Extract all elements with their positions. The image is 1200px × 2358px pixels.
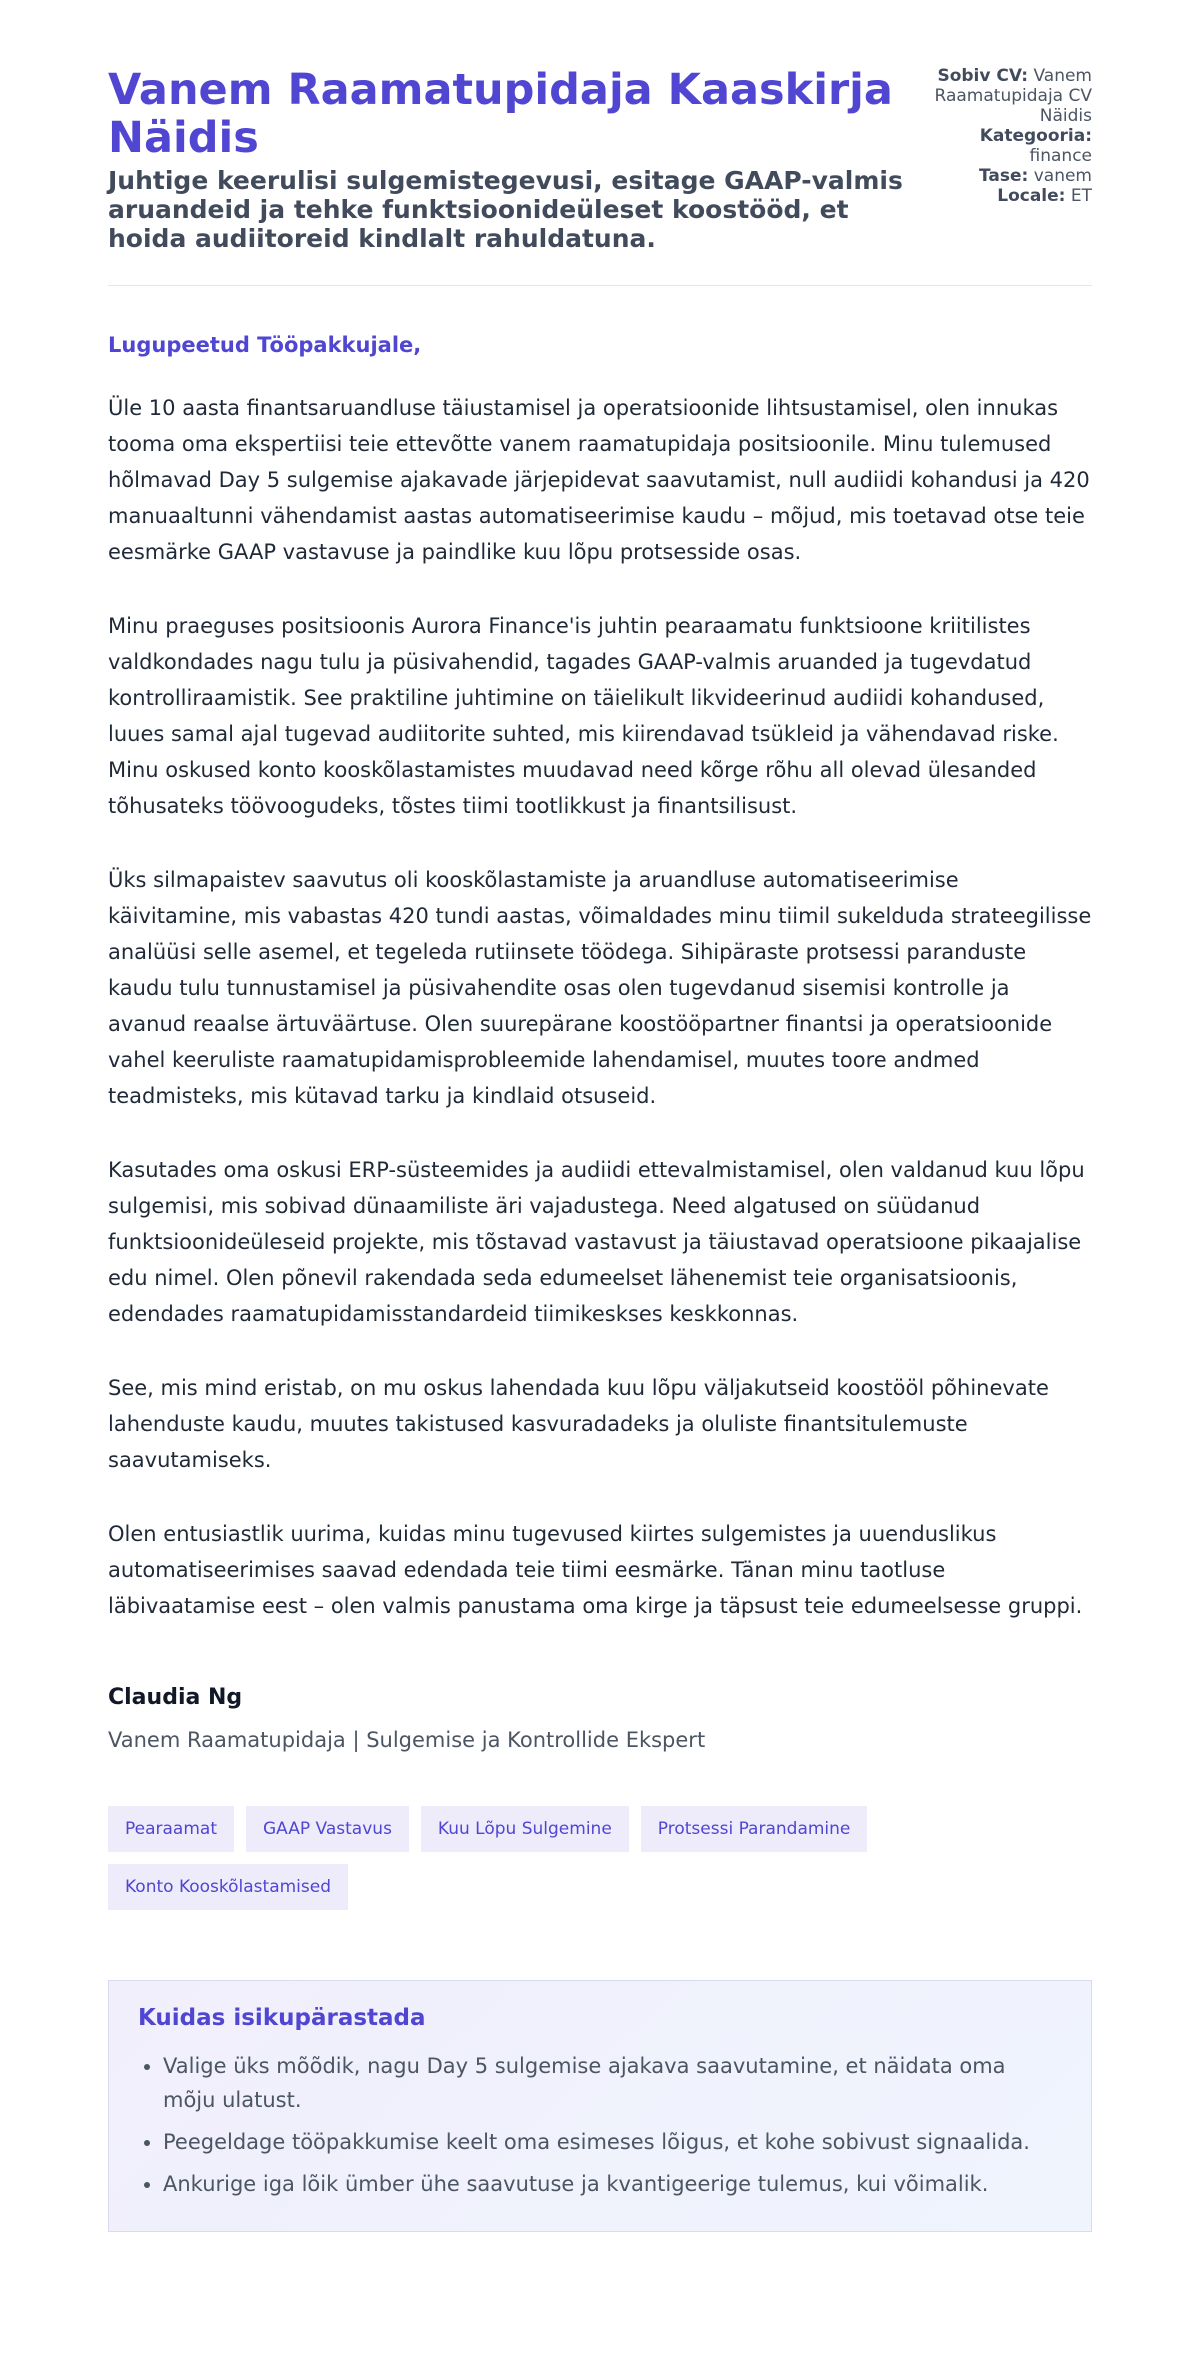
tip-item: • Ankurige iga lõik ümber ühe saavutuse ja kvantigeerige tulemus, kui võimalik.	[163, 2167, 1062, 2201]
meta-level-label: Tase:	[978, 166, 1029, 186]
meta-cv	[923, 66, 1092, 126]
signature-name: Claudia Ng	[108, 1685, 243, 1710]
meta-category-value: finance	[1029, 146, 1092, 166]
tips-title: Kuidas isikupärastada	[138, 2005, 426, 2031]
page-header	[108, 60, 1092, 286]
skill-tags	[108, 1806, 1008, 1910]
letter-body	[108, 286, 1092, 2232]
skill-tag: GAAP Vastavus	[246, 1806, 409, 1852]
skill-tag: Pearaamat	[108, 1806, 234, 1852]
header-title-block	[108, 60, 923, 253]
meta-category-label: Kategooria:	[979, 126, 1092, 146]
letter-greeting: Lugupeetud Tööpakkujale,	[108, 333, 422, 357]
letter-paragraph: Olen entusiastlik uurima, kuidas minu tugevused kiirtes sulgemistes ja uuenduslikus automatiseerimises saavad edendada teie tiimi eesmärke. Tänan minu taotluse läbivaatamise eest – olen valmis panustama oma kirge ja täpsust teie edumeelsesse gruppi.	[108, 1522, 1083, 1618]
letter-paragraph: Üks silmapaistev saavutus oli kooskõlastamiste ja aruandluse automatiseerimise käivitamine, mis vabastas 420 tundi aastas, võimaldades minu tiimil sukelduda strateegilisse analüüsi selle asemel, et tegeleda rutiinsete töödega. Sihipäraste protsessi paranduste kaudu tulu tunnustamisel ja püsivahendite osas olen tugevdanud sisemisi kontrolle ja avanud reaalse ärtuväärtuse. Olen suurepärane koostööpartner finantsi ja operatsioonide vahel keeruliste raamatupidamisprobleemide lahendamisel, muutes toore andmed teadmisteks, mis kütavad tarku ja kindlaid otsuseid.	[108, 868, 1092, 1108]
meta-locale-value: ET	[1070, 186, 1092, 206]
tip-item: • Valige üks mõõdik, nagu Day 5 sulgemise ajakava saavutamine, et näidata oma mõju ulatust.	[163, 2049, 1062, 2117]
meta-panel	[923, 66, 1092, 206]
letter-paragraph: Minu praeguses positsioonis Aurora Finance'is juhtin pearaamatu funktsioone kriitilistes valdkondades nagu tulu ja püsivahendid, tagades GAAP-valmis aruanded ja tugevdatud kontrolliraamistik. See praktiline juhtimine on täielikult likvideerinud audiidi kohandused, luues samal ajal tugevad audiitorite suhted, mis kiirendavad tsükleid ja vähendavad riske. Minu oskused konto kooskõlastamistes muudavad need kõrge rõhu all olevad ülesanded tõhusateks töövoogudeks, tõstes tiimi tootlikkust ja finantsilisust.	[108, 614, 1059, 818]
meta-cv-label: Sobiv CV:	[937, 66, 1029, 86]
meta-category	[923, 126, 1092, 166]
personalization-tips	[108, 1980, 1092, 2232]
skill-tag: Konto Kooskõlastamised	[108, 1864, 348, 1910]
meta-level-value: vanem	[1033, 166, 1092, 186]
page-subtitle: Juhtige keerulisi sulgemistegevusi, esitage GAAP-valmis aruandeid ja tehke funktsioonideüleset koostööd, et hoida audiitoreid kindlalt rahuldatuna.	[108, 166, 903, 253]
meta-level	[923, 166, 1092, 186]
signature-role: Vanem Raamatupidaja | Sulgemise ja Kontrollide Ekspert	[108, 1728, 706, 1752]
signature-block	[108, 1684, 1092, 1754]
skill-tag: Kuu Lõpu Sulgemine	[421, 1806, 629, 1852]
meta-locale-label: Locale:	[997, 186, 1066, 206]
letter-paragraph: Kasutades oma oskusi ERP-süsteemides ja audiidi ettevalmistamisel, olen valdanud kuu lõpu sulgemisi, mis sobivad dünaamiliste äri vajadustega. Need algatused on süüdanud funktsioonideüleseid projekte, mis tõstavad vastavust ja täiustavad operatsioone pikaajalise edu nimel. Olen põnevil rakendada seda edumeelset lähenemist teie organisatsioonis, edendades raamatupidamisstandardeid tiimikeskses keskkonnas.	[108, 1158, 1085, 1326]
meta-cv-value: Vanem Raamatupidaja CV Näidis	[934, 66, 1092, 126]
page-title: Vanem Raamatupidaja Kaaskirja Näidis	[108, 65, 893, 163]
tips-list	[138, 2049, 1062, 2201]
meta-locale	[923, 186, 1092, 206]
letter-paragraph: See, mis mind eristab, on mu oskus lahendada kuu lõpu väljakutseid koostööl põhinevate lahenduste kaudu, muutes takistused kasvuradadeks ja oluliste finantsitulemuste saavutamiseks.	[108, 1376, 1049, 1472]
skill-tag: Protsessi Parandamine	[641, 1806, 868, 1852]
letter-paragraph: Üle 10 aasta finantsaruandluse täiustamisel ja operatsioonide lihtsustamisel, olen innukas tooma oma ekspertiisi teie ettevõtte vanem raamatupidaja positsioonile. Minu tulemused hõlmavad Day 5 sulgemise ajakavade järjepidevat saavutamist, null audiidi kohandusi ja 420 manuaaltunni vähendamist aastas automatiseerimise kaudu – mõjud, mis toetavad otse teie eesmärke GAAP vastavuse ja paindlike kuu lõpu protsesside osas.	[108, 396, 1090, 564]
tip-item: • Peegeldage tööpakkumise keelt oma esimeses lõigus, et kohe sobivust signaalida.	[163, 2125, 1062, 2159]
